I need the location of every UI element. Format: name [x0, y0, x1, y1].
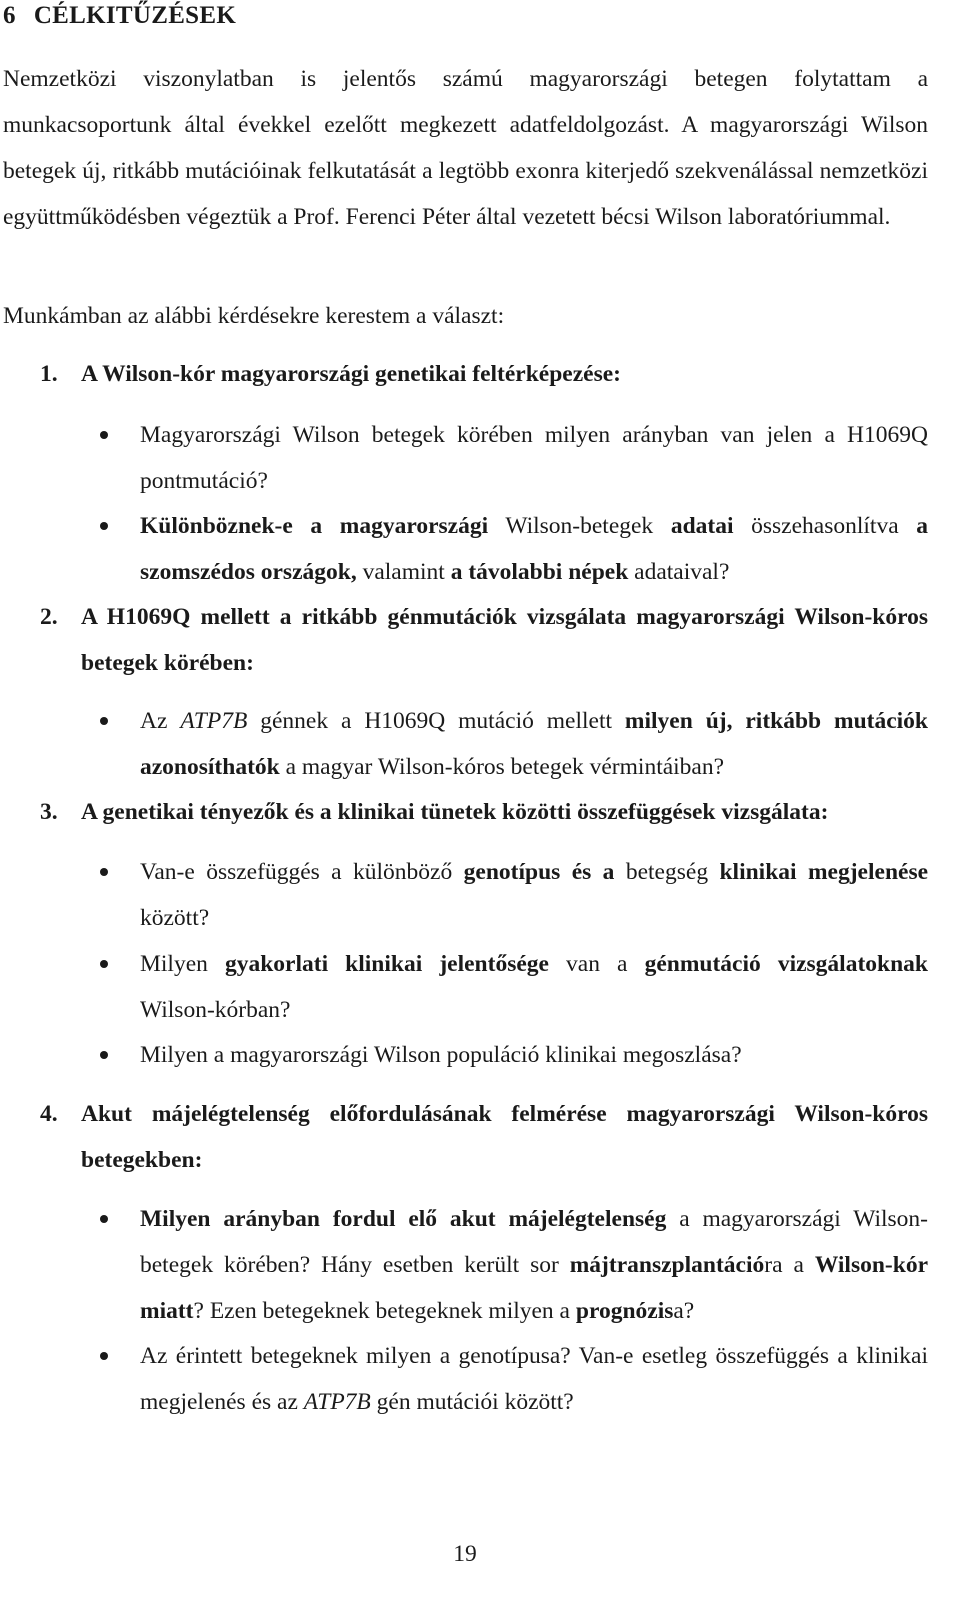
chapter-number: 6	[3, 2, 16, 29]
bullet-text: Van-e összefüggés a különböző genotípus és a betegség klinikai megjelenése között?	[140, 859, 929, 931]
bullet-dot-icon	[100, 431, 108, 439]
bullet-dot-icon	[100, 522, 108, 530]
section-2-bullet-1	[100, 698, 928, 790]
section-1-bullet-2	[100, 503, 928, 595]
section-2-title-text: A H1069Q mellett a ritkább génmutációk vizsgálata magyarországi Wilson-kóros betegek körében:	[81, 604, 928, 676]
intro-paragraph: Nemzetközi viszonylatban is jelentős számú magyarországi betegen folytattam a munkacsoportunk által évekkel ezelőtt megkezett adatfeldolgozást. A magyarországi Wilson betegek új, ritkább mutációinak felkutatását a legtöbb exonra kiterjedő szekvenálással nemzetközi együttműködésben végeztük a Prof. Ferenci Péter által vezetett bécsi Wilson laboratóriummal.	[3, 66, 928, 230]
section-3-bullet-3	[100, 1032, 928, 1078]
bullet-text: Az érintett betegeknek milyen a genotípusa? Van-e esetleg összefüggés a klinikai megjelenés és az ATP7B gén mutációi között?	[140, 1343, 928, 1415]
section-4-title	[40, 1091, 928, 1183]
bullet-text: Az ATP7B génnek a H1069Q mutáció mellett milyen új, ritkább mutációk azonosíthatók a magyar Wilson-kóros betegek vérmintáiban?	[140, 708, 928, 780]
section-4-bullet-1	[100, 1196, 928, 1334]
section-3-bullet-1	[100, 849, 928, 941]
section-1-title-text: A Wilson-kór magyarországi genetikai feltérképezése:	[81, 361, 621, 387]
section-3-bullet-2	[100, 941, 928, 1033]
section-3-number: 3.	[40, 799, 58, 825]
bullet-dot-icon	[100, 960, 108, 968]
section-4-number: 4.	[40, 1101, 58, 1127]
section-4-title-text: Akut májelégtelenség előfordulásának felmérése magyarországi Wilson-kóros betegekben:	[81, 1101, 928, 1173]
section-2-title	[40, 594, 928, 686]
section-3-title	[40, 789, 928, 835]
bullet-dot-icon	[100, 1051, 108, 1059]
section-1-bullet-1	[100, 412, 928, 504]
bullet-text: Magyarországi Wilson betegek körében milyen arányban van jelen a H1069Q pontmutáció?	[140, 422, 928, 494]
bullet-dot-icon	[100, 1352, 108, 1360]
bullet-dot-icon	[100, 1215, 108, 1223]
section-2-number: 2.	[40, 604, 58, 630]
bullet-dot-icon	[100, 717, 108, 725]
bullet-text: Milyen gyakorlati klinikai jelentősége van a génmutáció vizsgálatoknak Wilson-kórban?	[140, 951, 928, 1023]
section-4-bullet-2	[100, 1333, 928, 1425]
bullet-dot-icon	[100, 868, 108, 876]
section-1-title	[40, 351, 928, 397]
bullet-text: Különböznek-e a magyarországi Wilson-betegek adatai összehasonlítva a szomszédos országok, valamint a távolabbi népek adataival?	[140, 513, 928, 585]
bullet-text: Milyen a magyarországi Wilson populáció klinikai megoszlása?	[140, 1042, 742, 1068]
lead-sentence: Munkámban az alábbi kérdésekre kerestem a választ:	[3, 303, 505, 329]
section-1-number: 1.	[40, 361, 58, 387]
bullet-text: Milyen arányban fordul elő akut májelégtelenség a magyarországi Wilson-betegek körében? Hány esetben került sor májtranszplantációra a Wilson-kór miatt? Ezen betegeknek betegeknek milyen a prognózisa?	[140, 1206, 929, 1324]
chapter-title: CÉLKITŰZÉSEK	[33, 2, 237, 29]
chapter-heading	[3, 2, 236, 30]
page-number: 19	[453, 1541, 477, 1567]
section-3-title-text: A genetikai tényezők és a klinikai tünetek közötti összefüggések vizsgálata:	[81, 799, 829, 825]
